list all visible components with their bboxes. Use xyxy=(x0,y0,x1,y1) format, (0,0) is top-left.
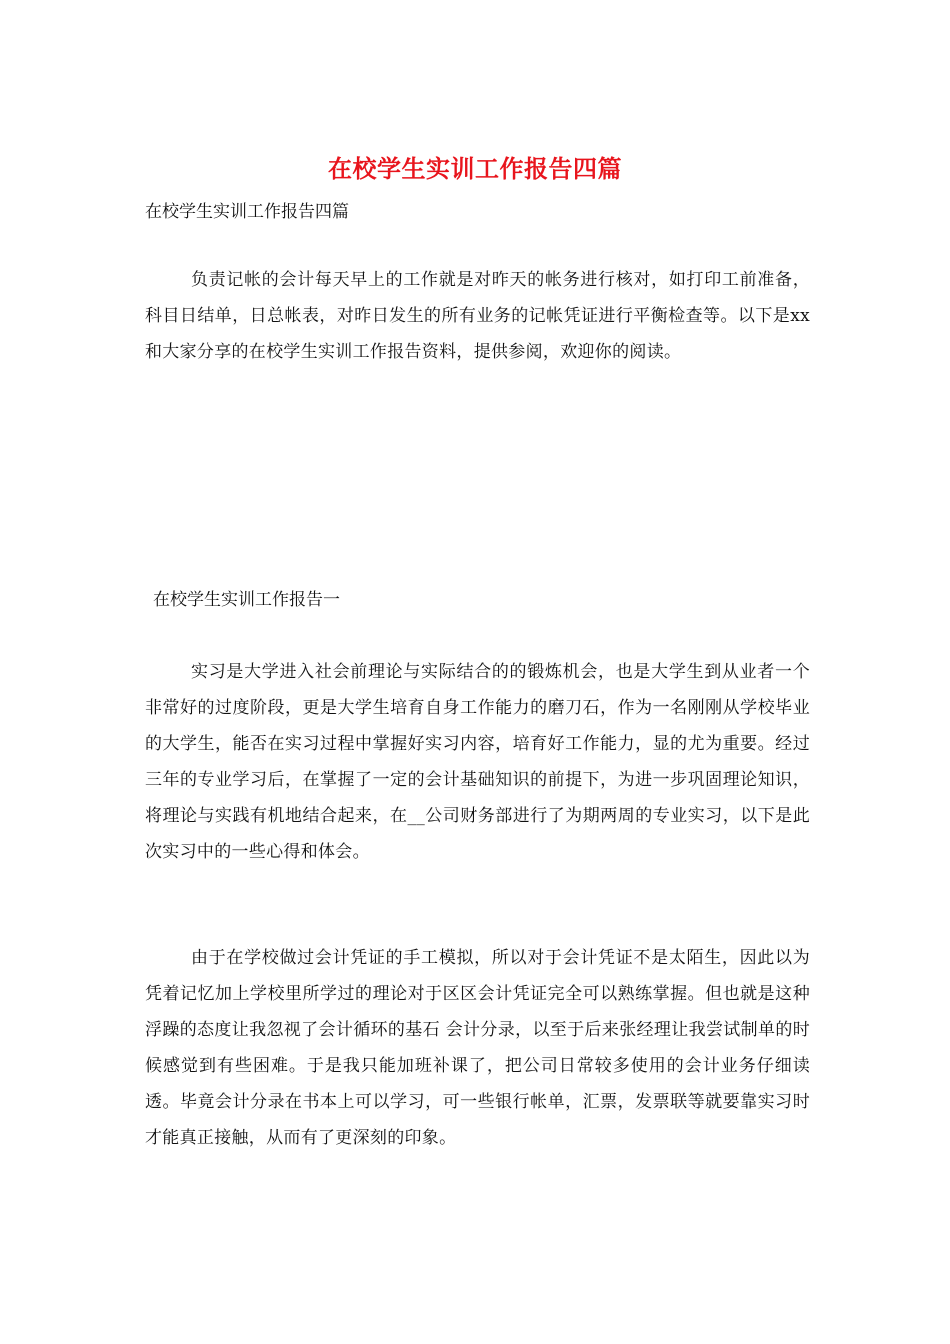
body-paragraph-3: 由于在学校做过会计凭证的手工模拟，所以对于会计凭证不是太陌生，因此以为凭着记忆加上学校里所学过的理论对于区区会计凭证完全可以熟练掌握。但也就是这种浮躁的态度让我忽视了会计循环的基石 会计分录，以至于后来张经理让我尝试制单的时候感觉到有些困难。于是我只能加班补课了，把公司日常较多使用的会计业务仔细读透。毕竟会计分录在书本上可以学习，可一些银行帐单，汇票，发票联等就要靠实习时才能真正接触，从而有了更深刻的印象。 xyxy=(145,948,810,1148)
intro-paragraph: 负责记帐的会计每天早上的工作就是对昨天的帐务进行核对，如打印工前准备，科目日结单，日总帐表，对昨日发生的所有业务的记帐凭证进行平衡检查等。以下是xx和大家分享的在校学生实训工作报告资料，提供参阅，欢迎你的阅读。 xyxy=(145,270,810,362)
body-paragraph-2: 实习是大学进入社会前理论与实际结合的的锻炼机会，也是大学生到从业者一个非常好的过度阶段，更是大学生培育自身工作能力的磨刀石，作为一名刚刚从学校毕业的大学生，能否在实习过程中掌握好实习内容，培育好工作能力，显的尤为重要。经过三年的专业学习后，在掌握了一定的会计基础知识的前提下，为进一步巩固理论知识，将理论与实践有机地结合起来，在__公司财务部进行了为期两周的专业实习，以下是此次实习中的一些心得和体会。 xyxy=(145,662,810,862)
document-subtitle: 在校学生实训工作报告四篇 xyxy=(145,202,349,222)
document-title: 在校学生实训工作报告四篇 xyxy=(328,154,622,183)
section-heading: 在校学生实训工作报告一 xyxy=(153,590,340,610)
